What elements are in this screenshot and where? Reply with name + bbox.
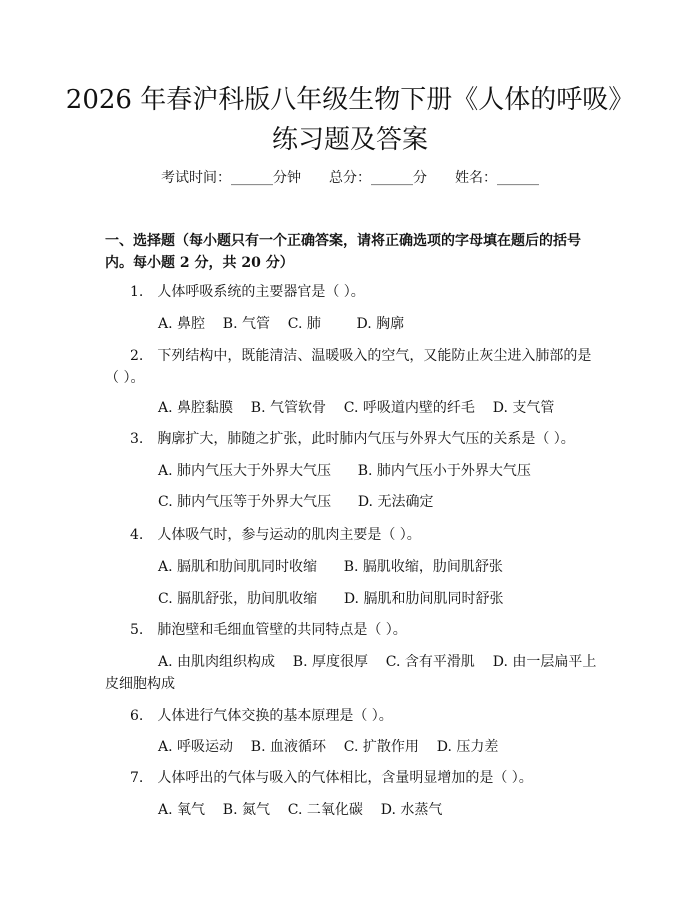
question-6: 6. 人体进行气体交换的基本原理是（ ）。 bbox=[130, 708, 393, 724]
question-1: 1. 人体呼吸系统的主要器官是（ ）。 bbox=[130, 284, 365, 300]
score-blank: ______ bbox=[371, 170, 413, 186]
time-blank: ______ bbox=[231, 170, 273, 186]
question-1-options: A. 鼻腔 B. 气管 C. 肺 D. 胸廓 bbox=[158, 316, 405, 332]
question-4: 4. 人体吸气时，参与运动的肌肉主要是（ ）。 bbox=[130, 527, 421, 543]
question-4-options-row-2: C. 膈肌舒张，肋间肌收缩 D. 膈肌和肋间肌同时舒张 bbox=[158, 591, 504, 607]
question-2-options: A. 鼻腔黏膜 B. 气管软骨 C. 呼吸道内壁的纤毛 D. 支气管 bbox=[158, 400, 555, 416]
question-3-options-row-2: C. 肺内气压等于外界大气压 D. 无法确定 bbox=[158, 494, 434, 510]
time-unit: 分钟 bbox=[273, 170, 301, 186]
question-3: 3. 胸廓扩大，肺随之扩张，此时肺内气压与外界大气压的关系是（ ）。 bbox=[130, 431, 575, 447]
name-blank: ______ bbox=[497, 170, 539, 186]
question-5: 5. 肺泡壁和毛细血管壁的共同特点是（ ）。 bbox=[130, 622, 407, 638]
page-title: 2026 年春沪科版八年级生物下册《人体的呼吸》练习题及答案 bbox=[65, 85, 635, 155]
question-2: 2. 下列结构中，既能清洁、温暖吸入的空气，又能防止灰尘进入肺部的是（ ）。 bbox=[105, 348, 592, 386]
question-7: 7. 人体呼出的气体与吸入的气体相比，含量明显增加的是（ ）。 bbox=[130, 770, 533, 786]
question-3-options-row-1: A. 肺内气压大于外界大气压 B. 肺内气压小于外界大气压 bbox=[158, 463, 531, 479]
question-4-options-row-1: A. 膈肌和肋间肌同时收缩 B. 膈肌收缩，肋间肌舒张 bbox=[158, 559, 503, 575]
section-heading: 一、选择题（每小题只有一个正确答案，请将正确选项的字母填在题后的括号内。每小题 2 分，共 20 分） bbox=[105, 233, 581, 271]
name-label: 姓名： bbox=[455, 170, 497, 186]
question-5-options: A. 由肌肉组织构成 B. 厚度很厚 C. 含有平滑肌 D. 由一层扁平上皮细胞构成 bbox=[105, 654, 597, 692]
score-unit: 分 bbox=[413, 170, 427, 186]
score-label: 总分： bbox=[329, 170, 371, 186]
question-6-options: A. 呼吸运动 B. 血液循环 C. 扩散作用 D. 压力差 bbox=[158, 739, 499, 755]
question-7-options: A. 氧气 B. 氮气 C. 二氧化碳 D. 水蒸气 bbox=[158, 802, 443, 818]
time-label: 考试时间： bbox=[161, 170, 231, 186]
exam-meta-line bbox=[0, 168, 700, 188]
